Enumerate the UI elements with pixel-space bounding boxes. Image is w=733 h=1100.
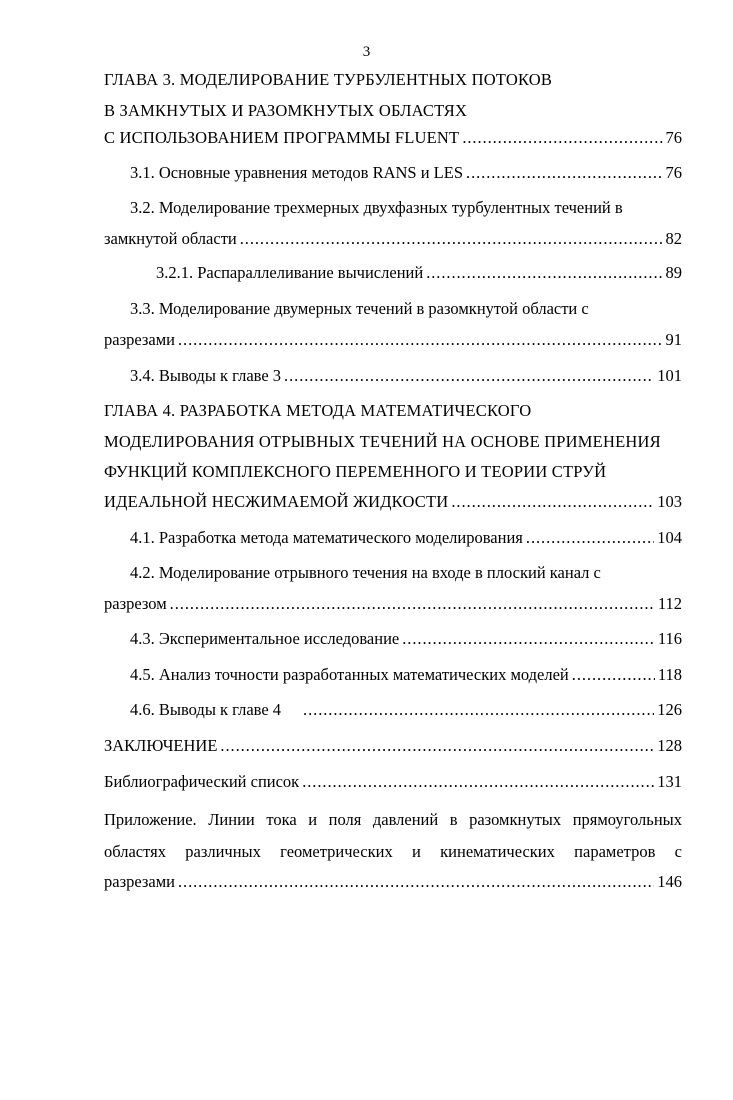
page-ref: 103 [657, 492, 682, 511]
leader-dots [426, 263, 662, 283]
leader-dots [220, 736, 654, 756]
page-ref: 89 [665, 263, 682, 282]
chapter-4-heading-line-2: МОДЕЛИРОВАНИЯ ОТРЫВНЫХ ТЕЧЕНИЙ НА ОСНОВЕ ПРИМЕНЕНИЯ [104, 432, 661, 451]
toc-entry-chapter-3[interactable] [104, 128, 682, 148]
toc-entry-4-2[interactable] [104, 594, 682, 614]
page-ref: 76 [665, 128, 682, 147]
page-number: 3 [362, 44, 371, 60]
leader-dots [302, 772, 654, 792]
chapter-3-heading-line-3: С ИСПОЛЬЗОВАНИЕМ ПРОГРАММЫ FLUENT [104, 128, 460, 147]
section-title: 4.5. Анализ точности разработанных математических моделей [130, 665, 569, 684]
section-title: 4.1. Разработка метода математического моделирования [130, 528, 523, 547]
page-ref: 104 [657, 528, 682, 547]
leader-dots [178, 330, 663, 350]
leader-dots [284, 366, 654, 386]
page-ref: 112 [657, 594, 682, 613]
leader-dots [303, 700, 654, 720]
page-ref: 116 [657, 629, 682, 648]
leader-dots [240, 229, 663, 249]
leader-dots [462, 128, 662, 148]
section-title-continuation: замкнутой области [104, 229, 237, 248]
section-title: ЗАКЛЮЧЕНИЕ [104, 736, 218, 755]
page-ref: 101 [657, 366, 682, 385]
section-title-continuation: разрезами [104, 872, 175, 891]
page-ref: 131 [657, 772, 682, 791]
toc-entry-4-6[interactable] [130, 700, 682, 720]
leader-dots [466, 163, 662, 183]
page-ref: 82 [665, 229, 682, 248]
section-3-3-line-1: 3.3. Моделирование двумерных течений в разомкнутой области с [130, 299, 589, 318]
section-4-2-line-1: 4.2. Моделирование отрывного течения на входе в плоский канал с [130, 563, 601, 582]
section-title-continuation: разрезами [104, 330, 175, 349]
toc-entry-4-5[interactable] [130, 665, 682, 685]
leader-dots [526, 528, 654, 548]
chapter-3-heading-line-2: В ЗАМКНУТЫХ И РАЗОМКНУТЫХ ОБЛАСТЯХ [104, 101, 468, 120]
leader-dots [178, 872, 654, 892]
toc-entry-conclusion[interactable] [104, 736, 682, 756]
toc-entry-3-2-1[interactable] [156, 263, 682, 283]
section-title-continuation: разрезом [104, 594, 167, 613]
toc-entry-appendix[interactable] [104, 872, 682, 892]
page-ref: 91 [665, 330, 682, 349]
page-ref: 118 [657, 665, 682, 684]
section-title: 4.3. Экспериментальное исследование [130, 629, 400, 648]
section-title: Библиографический список [104, 772, 300, 791]
toc-entry-3-2[interactable] [104, 229, 682, 249]
leader-dots [451, 492, 654, 512]
leader-dots [170, 594, 655, 614]
chapter-4-heading-line-4: ИДЕАЛЬНОЙ НЕСЖИМАЕМОЙ ЖИДКОСТИ [104, 492, 449, 511]
chapter-4-heading-line-3: ФУНКЦИЙ КОМПЛЕКСНОГО ПЕРЕМЕННОГО И ТЕОРИИ СТРУЙ [104, 462, 607, 481]
leader-dots [402, 629, 655, 649]
section-title: 4.6. Выводы к главе 4 [130, 700, 282, 719]
leader-dots [572, 665, 655, 685]
page-ref: 146 [657, 872, 682, 891]
section-title: 3.1. Основные уравнения методов RANS и LES [130, 163, 464, 182]
page-ref: 76 [665, 163, 682, 182]
page-ref: 128 [657, 736, 682, 755]
toc-entry-4-3[interactable] [130, 629, 682, 649]
page-ref: 126 [657, 700, 682, 719]
section-3-2-line-1: 3.2. Моделирование трехмерных двухфазных турбулентных течений в [130, 198, 623, 217]
section-title: 3.2.1. Распараллеливание вычислений [156, 263, 424, 282]
toc-entry-3-3[interactable] [104, 330, 682, 350]
appendix-line-1: Приложение. Линии тока и поля давлений в разомкнутых прямоугольных [104, 810, 682, 829]
appendix-line-2: областях различных геометрических и кинематических параметров с [104, 842, 682, 861]
section-title: 3.4. Выводы к главе 3 [130, 366, 282, 385]
toc-entry-4-1[interactable] [130, 528, 682, 548]
toc-entry-3-1[interactable] [130, 163, 682, 183]
toc-entry-bibliography[interactable] [104, 772, 682, 792]
chapter-4-heading-line-1: ГЛАВА 4. РАЗРАБОТКА МЕТОДА МАТЕМАТИЧЕСКОГО [104, 401, 532, 420]
chapter-3-heading-line-1: ГЛАВА 3. МОДЕЛИРОВАНИЕ ТУРБУЛЕНТНЫХ ПОТОКОВ [104, 70, 553, 89]
toc-entry-3-4[interactable] [130, 366, 682, 386]
toc-entry-chapter-4[interactable] [104, 492, 682, 512]
